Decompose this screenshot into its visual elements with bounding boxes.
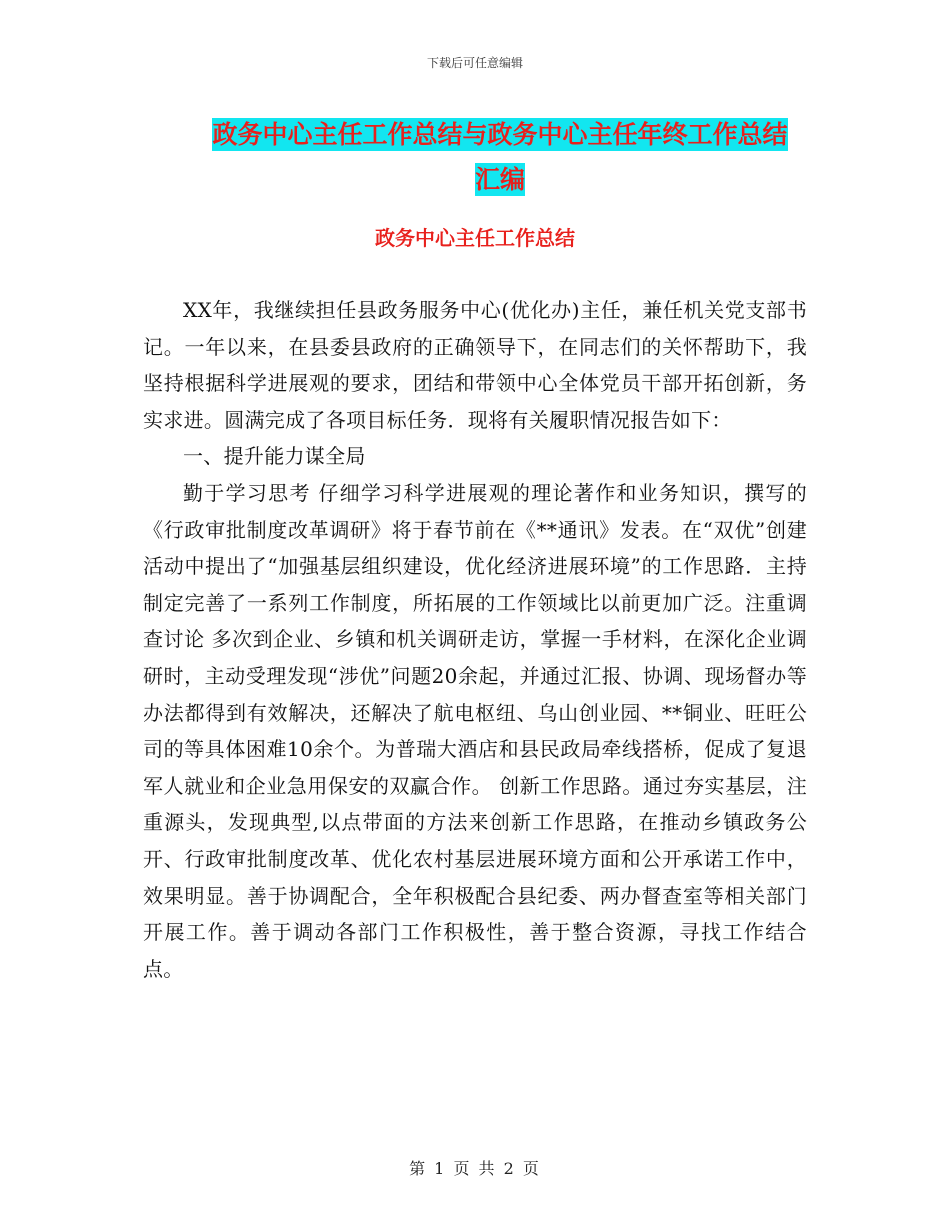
paragraph-intro: XX年，我继续担任县政务服务中心(优化办)主任，兼任机关党支部书记。一年以来，在县委县政府的正确领导下，在同志们的关怀帮助下，我坚持根据科学进展观的要求，团结和带领中心全体党员干部开拓创新，务实求进。圆满完成了各项目标任务．现将有关履职情况报告如下： [143, 298, 807, 432]
paragraph-study: 勤于学习思考 仔细学习科学进展观的理论著作和业务知识，撰写的《行政审批制度改革调研》将于春节前在《**通讯》发表。在“双优”创建活动中提出了“加强基层组织建设，优化经济进展环境”的工作思路．主持制定完善了一系列工作制度，所拓展的工作领域比以前更加广泛。注重调查讨论 多次到企业、乡镇和机关调研走访，掌握一手材料，在深化企业调研时，主动受理发现“涉优”问题20余起，并通过汇报、协调、现场督办等办法都得到有效解决，还解决了航电枢纽、乌山创业园、**铜业、旺旺公司的等具体困难10余个。为普瑞大酒店和县民政局牵线搭桥，促成了复退军人就业和企业急用保安的双赢合作。 创新工作思路。通过夯实基层，注重源头，发现典型,以点带面的方法来创新工作思路，在推动乡镇政务公开、行政审批制度改革、优化农村基层进展环境方面和公开承诺工作中，效果明显。善于协调配合，全年积极配合县纪委、两办督查室等相关部门开展工作。善于调动各部门工作积极性，善于整合资源，寻找工作结合点。 [143, 480, 807, 981]
section-title: 政务中心主任工作总结 [375, 226, 575, 250]
document-title [195, 112, 805, 202]
page-header-note: 下载后可任意编辑 [426, 56, 523, 70]
document-title-line-1: 政务中心主任工作总结与政务中心主任年终工作总结 [212, 120, 788, 149]
page-footer: 第 1 页 共 2 页 [409, 1159, 541, 1178]
paragraph-heading-1: 一、提升能力谋全局 [183, 444, 366, 469]
document-body [143, 292, 807, 987]
document-title-line-2: 汇编 [474, 165, 525, 194]
